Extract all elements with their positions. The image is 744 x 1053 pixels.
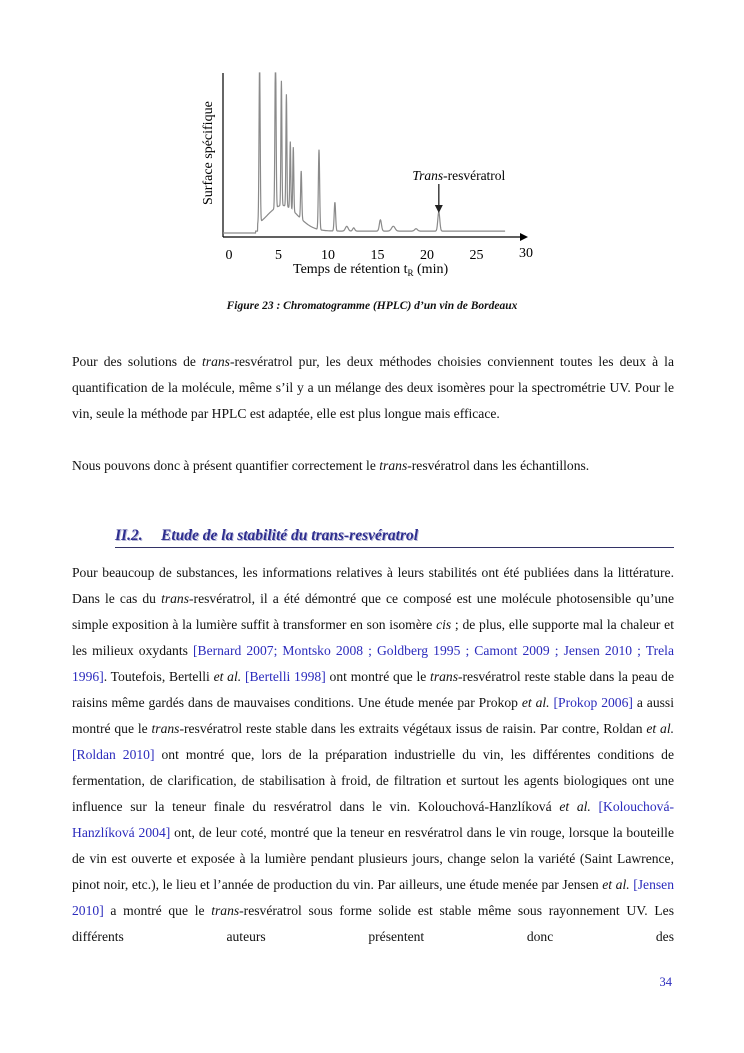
italic-text: trans <box>161 591 190 606</box>
citation-link[interactable]: [Roldan 2010] <box>72 747 155 762</box>
section-title: Etude de la stabilité du trans-resvératrol <box>161 527 419 544</box>
text-segment: Pour des solutions de <box>72 354 202 369</box>
text-segment: a aussi montré que le <box>72 695 674 736</box>
text-segment: Nous pouvons donc à présent quantifier correctement le <box>72 458 380 473</box>
paragraph <box>72 560 674 950</box>
section-heading <box>115 527 674 548</box>
chromatogram-trace <box>223 73 505 233</box>
text-segment: ont montré que le <box>325 669 431 684</box>
italic-text: trans <box>211 903 240 918</box>
italic-text: trans <box>430 669 458 684</box>
x-tick-label: 5 <box>275 248 282 263</box>
citation-link[interactable]: [Jensen 2010] <box>72 877 674 918</box>
citation-link[interactable]: [Kolouchová-Hanzlíková 2004] <box>72 799 675 840</box>
citation-link[interactable]: [Bertelli 1998] <box>244 669 326 684</box>
italic-text: et al. <box>646 721 674 736</box>
italic-text: et al. <box>521 695 550 710</box>
text-segment: -resvératrol reste stable dans la peau de raisins même gardés dans de mauvaises conditions. Une étude menée par Prokop <box>72 669 674 710</box>
x-tick-label: 30 <box>519 246 533 261</box>
italic-text: et al. <box>602 877 630 892</box>
paragraph <box>72 349 674 427</box>
figure-caption: Figure 23 : Chromatogramme (HPLC) d’un vin de Bordeaux <box>226 300 518 312</box>
page-number: 34 <box>659 975 672 989</box>
text-segment: ; de plus, elle supporte mal la chaleur et les milieux oxydants <box>72 617 674 658</box>
peak-annotation: Trans-resvératrol <box>412 168 506 183</box>
text-segment: -resvératrol sous forme solide est stable même sous rayonnement UV. Les différents auteurs présentent donc des <box>72 903 674 944</box>
x-axis-label: Temps de rétention $t_R$ (min) <box>293 262 449 278</box>
italic-text: trans <box>151 721 180 736</box>
text-segment: -resvératrol dans les échantillons. <box>407 458 590 473</box>
italic-text: et al. <box>213 669 242 684</box>
x-tick-label: 25 <box>469 248 484 263</box>
text-segment: Pour beaucoup de substances, les informations relatives à leurs stabilités ont été publiées dans la littérature. Dans le cas du <box>72 565 674 606</box>
text-segment: . Toutefois, Bertelli <box>103 669 214 684</box>
text-segment: ont montré que, lors de la préparation industrielle du vin, les différentes conditions de fermentation, de clarification, de stabilisation à froid, de filtration et surtout les agents biologiques ont une influence sur la teneur finale du resvératrol dans le vin. Kolouchová-Hanzlíková <box>72 747 674 814</box>
italic-text: cis <box>436 617 452 632</box>
text-segment: -resvératrol, il a été démontré que ce composé est une molécule photosensible qu’une simple exposition à la lumière suffit à transformer en son isomère <box>72 591 674 632</box>
chromatogram-chart <box>0 0 744 290</box>
citation-link[interactable]: [Bernard 2007; Montsko 2008 ; Goldberg 1995 ; Camont 2009 ; Jensen 2010 ; Trela 1996] <box>72 643 674 684</box>
italic-text: trans <box>202 354 230 369</box>
x-tick-label: 10 <box>321 248 335 263</box>
text-segment: a montré que le <box>103 903 212 918</box>
italic-text: et al. <box>559 799 591 814</box>
x-axis-arrow-icon <box>520 233 528 241</box>
x-tick-label: 20 <box>420 248 434 263</box>
y-axis-label: Surface spécifique <box>201 101 216 205</box>
text-segment <box>591 799 599 814</box>
italic-text: trans <box>379 458 408 473</box>
text-segment: -resvératrol pur, les deux méthodes choisies conviennent toutes les deux à la quantification de la molécule, même s’il y a un mélange des deux isomères pour la spectrométrie UV. Pour le vin, seule la méthode par HPLC est adaptée, elle est plus longue mais efficace. <box>72 354 674 421</box>
paragraph <box>72 453 674 479</box>
section-number: II.2. <box>115 527 143 544</box>
citation-link[interactable]: [Prokop 2006] <box>553 695 633 710</box>
x-tick-label: 15 <box>370 248 385 263</box>
text-segment: ont, de leur coté, montré que la teneur en resvératrol dans le vin rouge, lorsque la bouteille de vin est ouverte et exposée à la lumière pendant plusieurs jours, change selon la variété (Saint Lawrence, pinot noir, etc.), le lieu et l’année de production du vin. Par ailleurs, une étude menée par Jensen <box>72 825 674 892</box>
arrow-down-icon <box>435 205 443 213</box>
x-tick-label: 0 <box>225 248 233 263</box>
text-segment: -resvératrol reste stable dans les extraits végétaux issus de raisin. Par contre, Roldan <box>179 721 647 736</box>
